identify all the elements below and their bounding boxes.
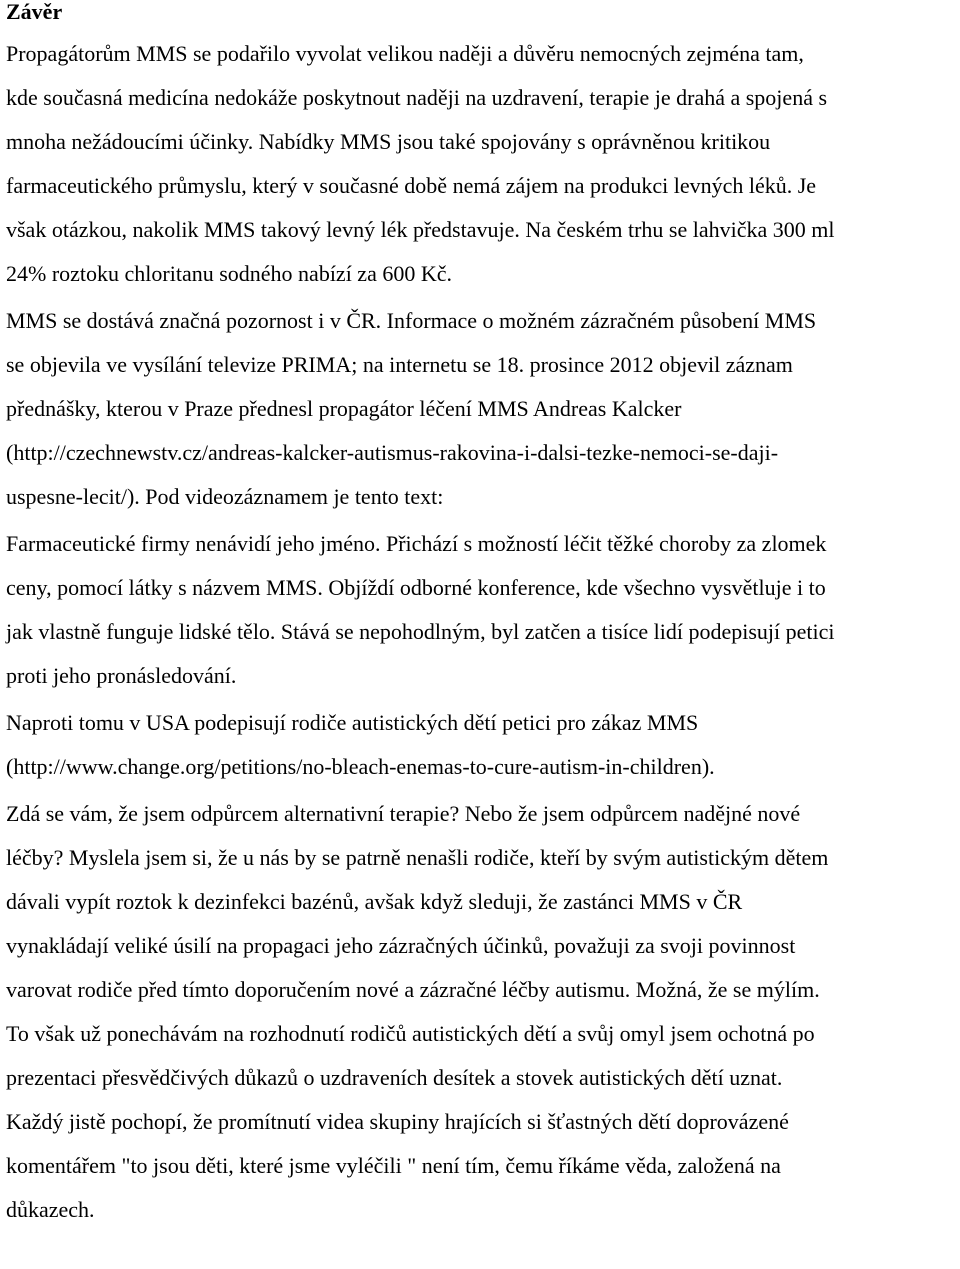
text-line: Každý jistě pochopí, že promítnutí videa skupiny hrajících si šťastných dětí doprovázené [6,1109,789,1134]
paragraph-4 [6,701,960,789]
text-line: uspesne-lecit/). Pod videozáznamem je tento text: [6,484,444,509]
text-line: kde současná medicína nedokáže poskytnout naději na uzdravení, terapie je drahá a spojená s [6,85,828,110]
text-line: (http://czechnewstv.cz/andreas-kalcker-autismus-rakovina-i-dalsi-tezke-nemoci-se-daji- [6,440,779,465]
text-line: MMS se dostává značná pozornost i v ČR. Informace o možném zázračném působení MMS [6,308,817,333]
text-line: Farmaceutické firmy nenávidí jeho jméno. Přichází s možností léčit těžké choroby za zlomek [6,531,827,556]
text-line: přednášky, kterou v Praze přednesl propagátor léčení MMS Andreas Kalcker [6,396,682,421]
text-line: jak vlastně funguje lidské tělo. Stává se nepohodlným, byl zatčen a tisíce lidí podepisují petici [6,619,835,644]
document-page [6,0,960,1232]
text-line: Zdá se vám, že jsem odpůrcem alternativní terapie? Nebo že jsem odpůrcem nadějné nové [6,801,801,826]
text-line: (http://www.change.org/petitions/no-bleach-enemas-to-cure-autism-in-children). [6,754,715,779]
text-line: Propagátorům MMS se podařilo vyvolat velikou naději a důvěru nemocných zejména tam, [6,41,804,66]
text-line: léčby? Myslela jsem si, že u nás by se patrně nenašli rodiče, kteří by svým autistickým dětem [6,845,829,870]
text-line: mnoha nežádoucími účinky. Nabídky MMS jsou také spojovány s oprávněnou kritikou [6,129,771,154]
section-heading: Závěr [6,0,63,24]
text-line: Naproti tomu v USA podepisují rodiče autistických dětí petici pro zákaz MMS [6,710,699,735]
text-line: ceny, pomocí látky s názvem MMS. Objíždí odborné konference, kde všechno vysvětluje i to [6,575,826,600]
text-line: důkazech. [6,1197,95,1222]
paragraph-2 [6,299,960,519]
paragraph-5 [6,792,960,1232]
paragraph-3 [6,522,960,698]
text-line: proti jeho pronásledování. [6,663,237,688]
text-line: vynakládají veliké úsilí na propagaci jeho zázračných účinků, považuji za svoji povinnost [6,933,796,958]
text-line: To však už ponechávám na rozhodnutí rodičů autistických dětí a svůj omyl jsem ochotná po [6,1021,815,1046]
text-line: komentářem "to jsou děti, které jsme vyléčili " není tím, čemu říkáme věda, založená na [6,1153,781,1178]
text-line: 24% roztoku chloritanu sodného nabízí za 600 Kč. [6,261,452,286]
text-line: varovat rodiče před tímto doporučením nové a zázračné léčby autismu. Možná, že se mýlím. [6,977,820,1002]
text-line: prezentaci přesvědčivých důkazů o uzdraveních desítek a stovek autistických dětí uznat. [6,1065,783,1090]
text-line: však otázkou, nakolik MMS takový levný lék představuje. Na českém trhu se lahvička 300 ml [6,217,835,242]
text-line: se objevila ve vysílání televize PRIMA; na internetu se 18. prosince 2012 objevil záznam [6,352,793,377]
text-line: dávali vypít roztok k dezinfekci bazénů, avšak když sleduji, že zastánci MMS v ČR [6,889,743,914]
paragraph-1 [6,32,960,296]
text-line: farmaceutického průmyslu, který v současné době nemá zájem na produkci levných léků. Je [6,173,817,198]
